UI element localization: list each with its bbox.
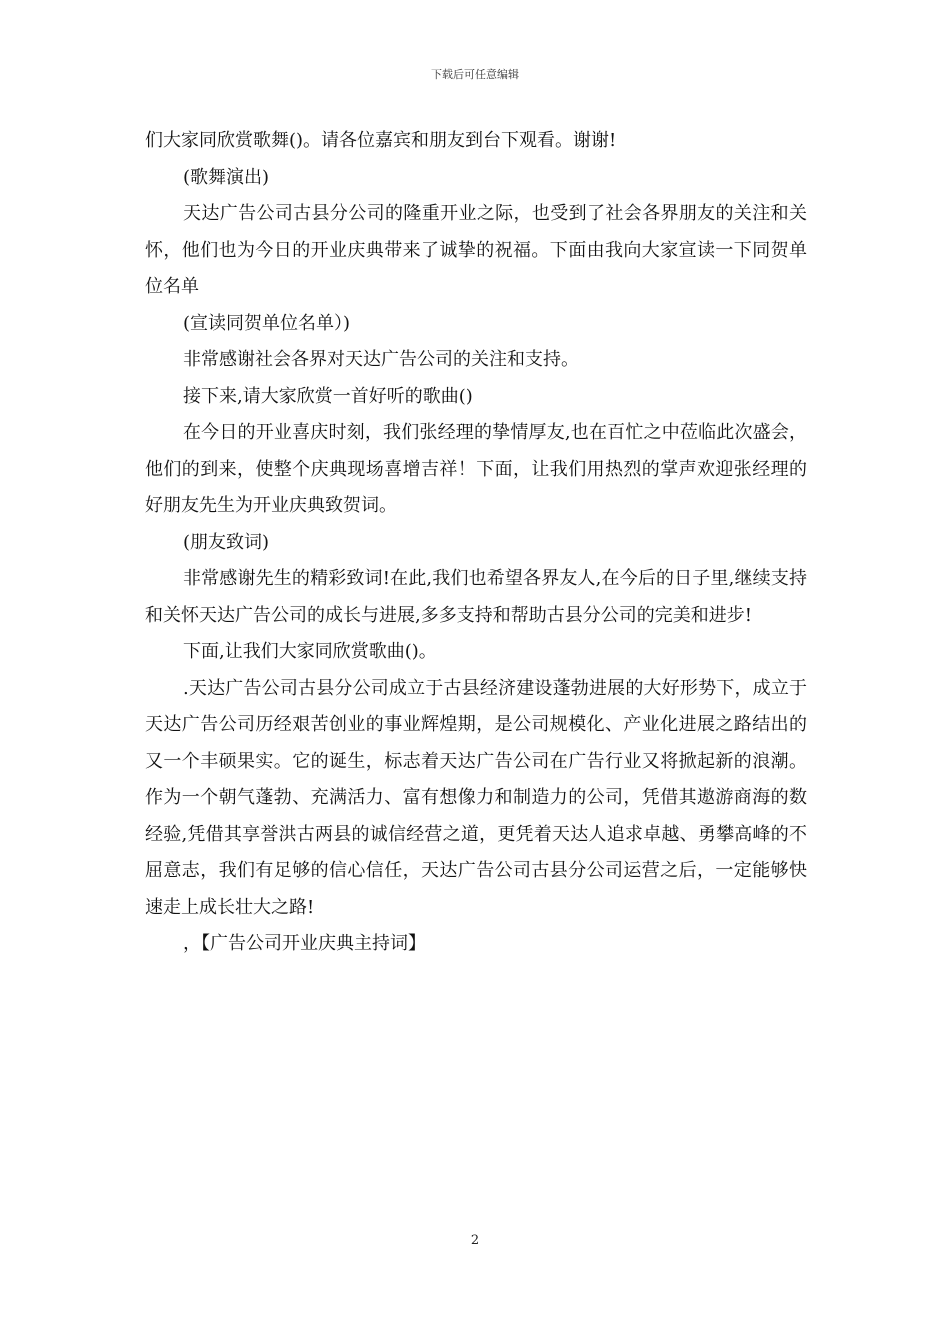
document-body — [145, 123, 807, 963]
page-header: 下载后可任意编辑 — [431, 68, 519, 81]
paragraph: (歌舞演出) — [183, 166, 270, 188]
paragraph: (宣读同贺单位名单）) — [183, 312, 351, 334]
paragraph: ，【广告公司开业庆典主持词】 — [183, 933, 426, 954]
paragraph: 下面,让我们大家同欣赏歌曲()。 — [183, 641, 437, 662]
paragraph: 天达广告公司古县分公司的隆重开业之际，也受到了社会各界朋友的关注和关怀，他们也为今日的开业庆典带来了诚挚的祝福。下面由我向大家宣读一下同贺单位名单 — [145, 203, 807, 297]
paragraph: 非常感谢先生的精彩致词!在此,我们也希望各界友人,在今后的日子里,继续支持和关怀天达广告公司的成长与进展,多多支持和帮助古县分公司的完美和进步! — [145, 568, 807, 626]
paragraph: (朋友致词) — [183, 531, 270, 553]
paragraph: 非常感谢社会各界对天达广告公司的关注和支持。 — [183, 349, 579, 370]
page-number: 2 — [470, 1233, 480, 1248]
paragraph: 们大家同欣赏歌舞()。请各位嘉宾和朋友到台下观看。谢谢! — [145, 130, 617, 151]
paragraph: .天达广告公司古县分公司成立于古县经济建设蓬勃进展的大好形势下，成立于天达广告公司历经艰苦创业的事业辉煌期，是公司规模化、产业化进展之路结出的又一个丰硕果实。它的诞生，标志着天达广告公司在广告行业又将掀起新的浪潮。作为一个朝气蓬勃、充满活力、富有想像力和制造力的公司，凭借其遨游商海的数经验,凭借其享誉洪古两县的诚信经营之道，更凭着天达人追求卓越、勇攀高峰的不屈意志，我们有足够的信心信任，天达广告公司古县分公司运营之后，一定能够快速走上成长壮大之路! — [145, 677, 807, 918]
paragraph: 在今日的开业喜庆时刻，我们张经理的挚情厚友,也在百忙之中莅临此次盛会，他们的到来，使整个庆典现场喜增吉祥！下面，让我们用热烈的掌声欢迎张经理的好朋友先生为开业庆典致贺词。 — [145, 422, 807, 516]
paragraph: 接下来,请大家欣赏一首好听的歌曲() — [183, 385, 473, 407]
